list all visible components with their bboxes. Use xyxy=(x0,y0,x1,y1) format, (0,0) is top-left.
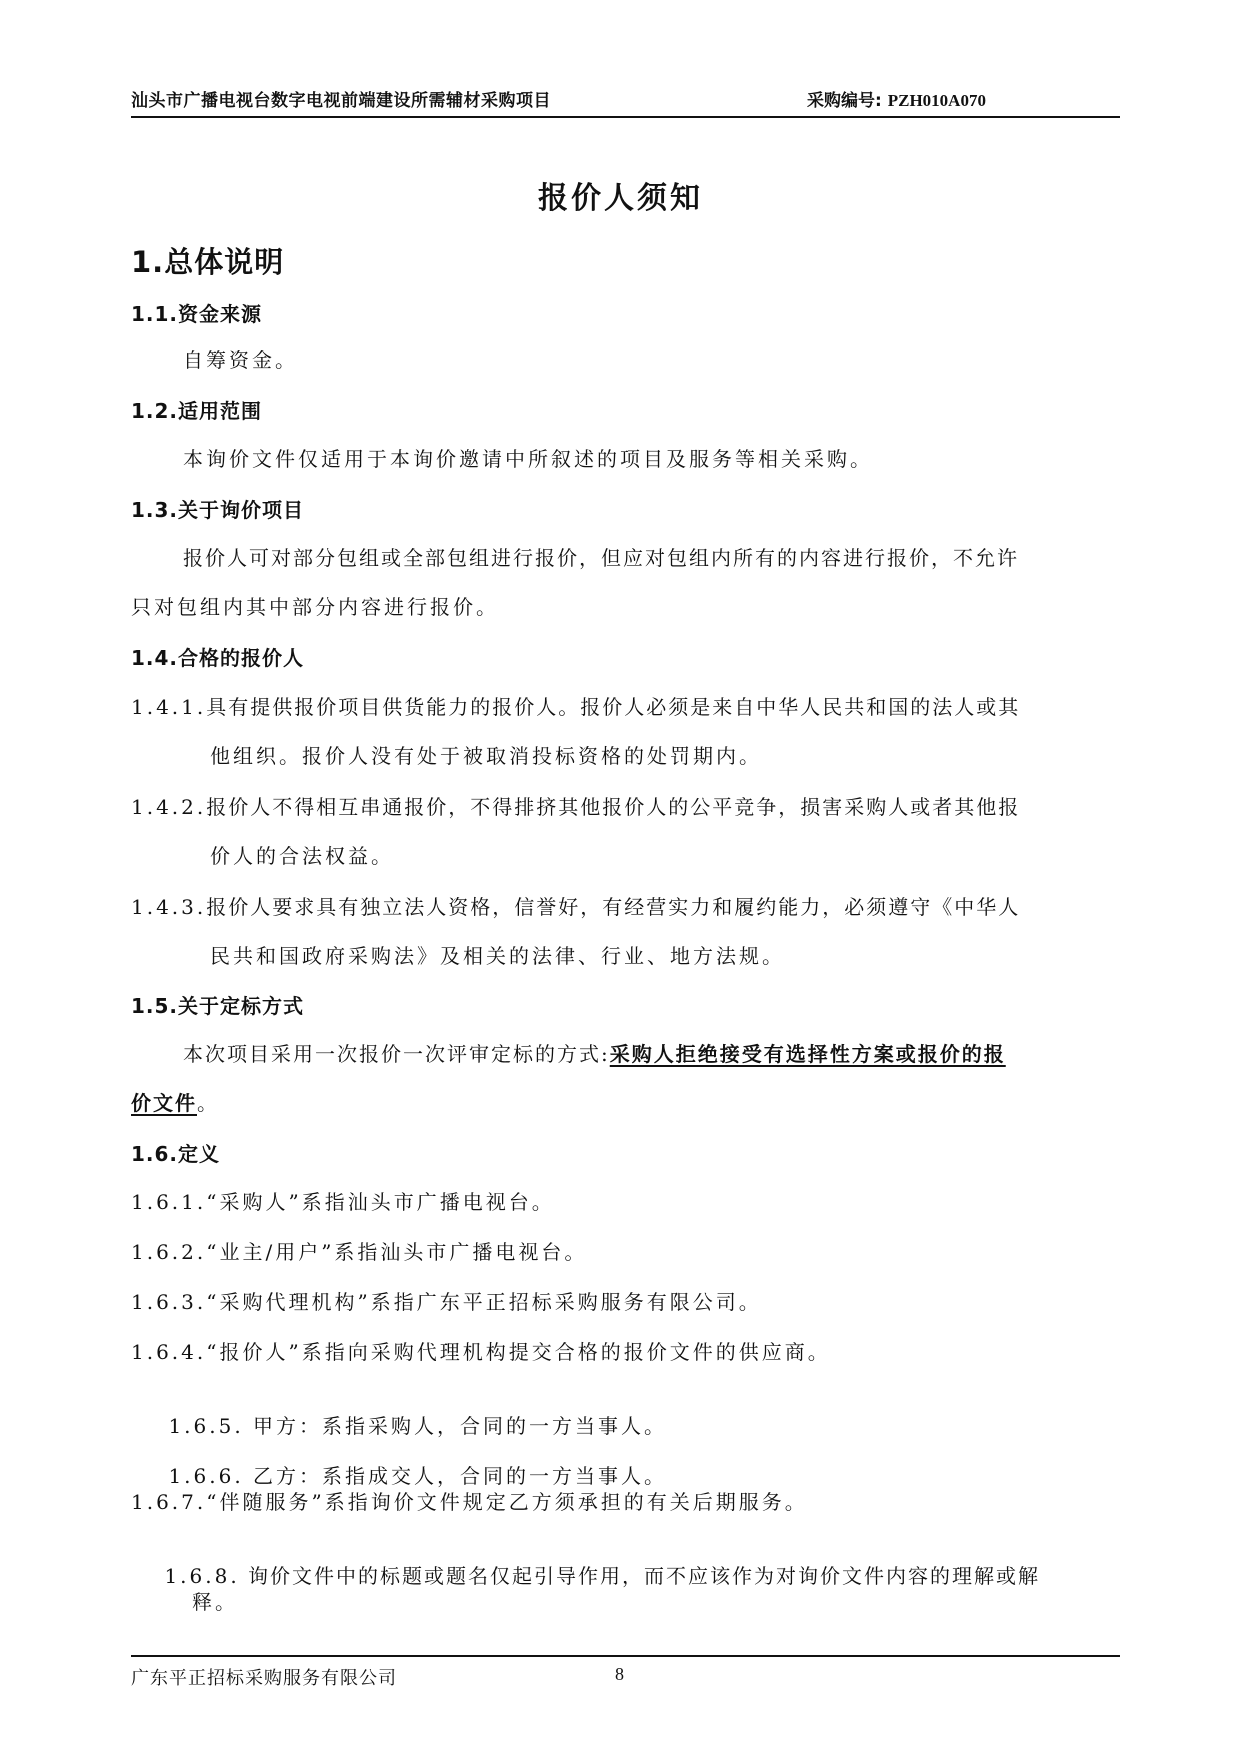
definition-item xyxy=(131,1486,808,1515)
subsection-heading-1-1: 1.1.资金来源 xyxy=(131,302,263,326)
item-text: 甲方：系指采购人，合同的一方当事人。 xyxy=(243,1414,668,1438)
paragraph-1-1: 自筹资金。 xyxy=(183,348,298,372)
item-text: 报价人不得相互串通报价，不得排挤其他报价人的公平竞争，损害采购人或者其他报 xyxy=(206,795,1021,819)
paragraph-1-5-line1 xyxy=(183,1038,1006,1067)
subsection-heading-1-5: 1.5.关于定标方式 xyxy=(131,994,305,1018)
item-number: 1.6.4. xyxy=(131,1340,207,1364)
project-title: 汕头市广播电视台数字电视前端建设所需辅材采购项目 xyxy=(131,91,551,111)
item-number: 1.4.2. xyxy=(131,795,207,819)
item-text: 乙方：系指成交人，合同的一方当事人。 xyxy=(243,1464,668,1488)
item-number: 1.6.8. xyxy=(164,1564,240,1588)
plain-text: 本次项目采用一次报价一次评审定标的方式: xyxy=(183,1042,610,1066)
definition-item xyxy=(131,1236,587,1265)
item-text: “伴随服务”系指询价文件规定乙方须承担的有关后期服务。 xyxy=(206,1490,808,1514)
item-text: “采购人”系指汕头市广播电视台。 xyxy=(206,1190,555,1214)
footer-rule xyxy=(131,1655,1120,1657)
subsection-heading-1-3: 1.3.关于询价项目 xyxy=(131,498,305,522)
emphasized-text: 价文件 xyxy=(131,1091,197,1115)
plain-text: 。 xyxy=(197,1091,220,1115)
item-text: 询价文件中的标题或题名仅起引导作用，而不应该作为对询价文件内容的理解或解 xyxy=(239,1564,1041,1588)
paragraph-1-2: 本询价文件仅适用于本询价邀请中所叙述的项目及服务等相关采购。 xyxy=(183,447,873,471)
definition-item xyxy=(131,1536,1040,1613)
procurement-label: 采购编号: xyxy=(807,91,882,111)
list-item-1-4-2-cont: 价人的合法权益。 xyxy=(210,844,394,868)
paragraph-1-5-line2 xyxy=(131,1087,220,1116)
section-heading: 1.总体说明 xyxy=(131,245,285,279)
document-title: 报价人须知 xyxy=(538,181,703,216)
paragraph-1-3-line1: 报价人可对部分包组或全部包组进行报价，但应对包组内所有的内容进行报价，不允许 xyxy=(183,546,1019,570)
item-number: 1.6.1. xyxy=(131,1190,207,1214)
item-text: “采购代理机构”系指广东平正招标采购服务有限公司。 xyxy=(206,1290,762,1314)
definition-item xyxy=(131,1336,831,1365)
definition-item xyxy=(131,1186,555,1215)
page-header xyxy=(131,82,1120,118)
item-text: 具有提供报价项目供货能力的报价人。报价人必须是来自中华人民共和国的法人或其 xyxy=(206,695,1021,719)
procurement-number xyxy=(807,86,986,111)
list-item-1-4-3-cont: 民共和国政府采购法》及相关的法律、行业、地方法规。 xyxy=(210,944,785,968)
item-text: 报价人要求具有独立法人资格，信誉好，有经营实力和履约能力，必须遵守《中华人 xyxy=(206,895,1021,919)
list-item-1-4-2 xyxy=(131,791,1020,820)
subsection-heading-1-2: 1.2.适用范围 xyxy=(131,399,263,423)
item-number: 1.4.1. xyxy=(131,695,207,719)
page-number: 8 xyxy=(615,1664,624,1684)
definition-item-cont: 释。 xyxy=(192,1590,238,1614)
paragraph-1-3-line2: 只对包组内其中部分内容进行报价。 xyxy=(131,595,499,619)
item-text: “报价人”系指向采购代理机构提交合格的报价文件的供应商。 xyxy=(206,1340,831,1364)
item-number: 1.6.3. xyxy=(131,1290,207,1314)
list-item-1-4-1-cont: 他组织。报价人没有处于被取消投标资格的处罚期内。 xyxy=(210,744,762,768)
item-number: 1.6.6. xyxy=(168,1464,244,1488)
list-item-1-4-1 xyxy=(131,691,1020,720)
emphasized-text: 采购人拒绝接受有选择性方案或报价的报 xyxy=(609,1042,1006,1066)
procurement-code: PZH010A070 xyxy=(887,91,986,110)
footer-company: 广东平正招标采购服务有限公司 xyxy=(131,1668,397,1689)
subsection-heading-1-4: 1.4.合格的报价人 xyxy=(131,646,305,670)
list-item-1-4-3 xyxy=(131,891,1020,920)
item-number: 1.6.5. xyxy=(168,1414,244,1438)
item-number: 1.4.3. xyxy=(131,895,207,919)
subsection-heading-1-6: 1.6.定义 xyxy=(131,1142,221,1166)
item-number: 1.6.7. xyxy=(131,1490,207,1514)
definition-item xyxy=(131,1286,762,1315)
item-number: 1.6.2. xyxy=(131,1240,207,1264)
item-text: “业主/用户”系指汕头市广播电视台。 xyxy=(206,1240,588,1264)
